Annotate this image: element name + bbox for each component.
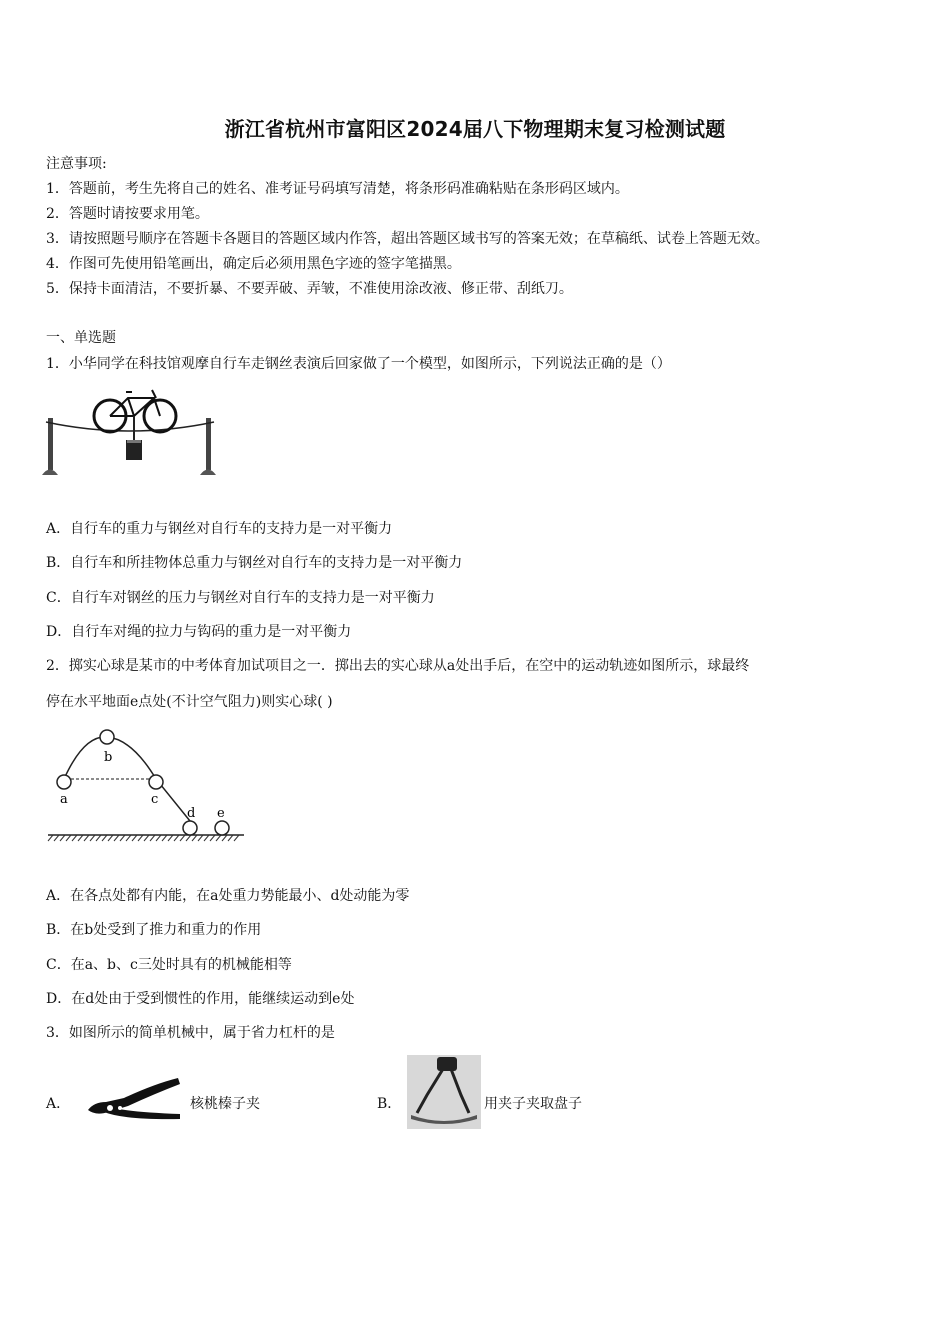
q3-option-b-text: 用夹子夹取盘子 (484, 1096, 582, 1112)
bicycle-on-wire-figure (42, 378, 224, 480)
q1-option-a: A．自行车的重力与钢丝对自行车的支持力是一对平衡力 (46, 521, 393, 537)
q1-option-d: D．自行车对绳的拉力与钩码的重力是一对平衡力 (46, 624, 352, 640)
label-d: d (187, 806, 196, 821)
note-item: 2．答题时请按要求用笔。 (46, 206, 209, 222)
plate-tongs-icon (407, 1055, 481, 1129)
question-3-stem: 3．如图所示的简单机械中，属于省力杠杆的是 (46, 1025, 335, 1041)
q3-option-a-letter: A． (46, 1096, 71, 1112)
notes-heading: 注意事项: (46, 156, 107, 172)
label-b: b (104, 750, 113, 765)
q2-option-d: D．在d处由于受到惯性的作用，能继续运动到e处 (46, 991, 355, 1007)
question-1-stem: 1．小华同学在科技馆观摩自行车走钢丝表演后回家做了一个模型，如图所示，下列说法正确的是（） (46, 356, 671, 372)
note-item: 3．请按照题号顺序在答题卡各题目的答题区域内作答，超出答题区域书写的答案无效；在草稿纸、试卷上答题无效。 (46, 231, 769, 247)
q3-option-b-letter: B． (377, 1096, 402, 1112)
trajectory-figure (44, 723, 250, 847)
label-a: a (60, 792, 68, 807)
nutcracker-icon (84, 1072, 184, 1122)
label-e: e (217, 806, 225, 821)
note-item: 4．作图可先使用铅笔画出，确定后必须用黑色字迹的签字笔描黑。 (46, 256, 461, 272)
page-title: 浙江省杭州市富阳区2024届八下物理期末复习检测试题 (224, 117, 726, 141)
q1-option-b: B．自行车和所挂物体总重力与钢丝对自行车的支持力是一对平衡力 (46, 555, 463, 571)
note-item: 5．保持卡面清洁，不要折暴、不要弄破、弄皱，不准使用涂改液、修正带、刮纸刀。 (46, 281, 573, 297)
q3-option-a-text: 核桃榛子夹 (190, 1096, 260, 1112)
note-item: 1．答题前，考生先将自己的姓名、准考证号码填写清楚，将条形码准确粘贴在条形码区域内。 (46, 181, 629, 197)
q2-option-b: B．在b处受到了推力和重力的作用 (46, 922, 262, 938)
section-heading: 一、单选题 (46, 330, 116, 346)
label-c: c (151, 792, 159, 807)
q2-option-a: A．在各点处都有内能，在a处重力势能最小、d处动能为零 (46, 888, 410, 904)
question-2-stem-line2: 停在水平地面e点处(不计空气阻力)则实心球( ) (46, 694, 333, 710)
question-2-stem-line1: 2．掷实心球是某市的中考体育加试项目之一．掷出去的实心球从a处出手后，在空中的运动轨迹如图所示，球最终 (46, 658, 750, 674)
q2-option-c: C．在a、b、c三处时具有的机械能相等 (46, 957, 292, 973)
q1-option-c: C．自行车对钢丝的压力与钢丝对自行车的支持力是一对平衡力 (46, 590, 435, 606)
